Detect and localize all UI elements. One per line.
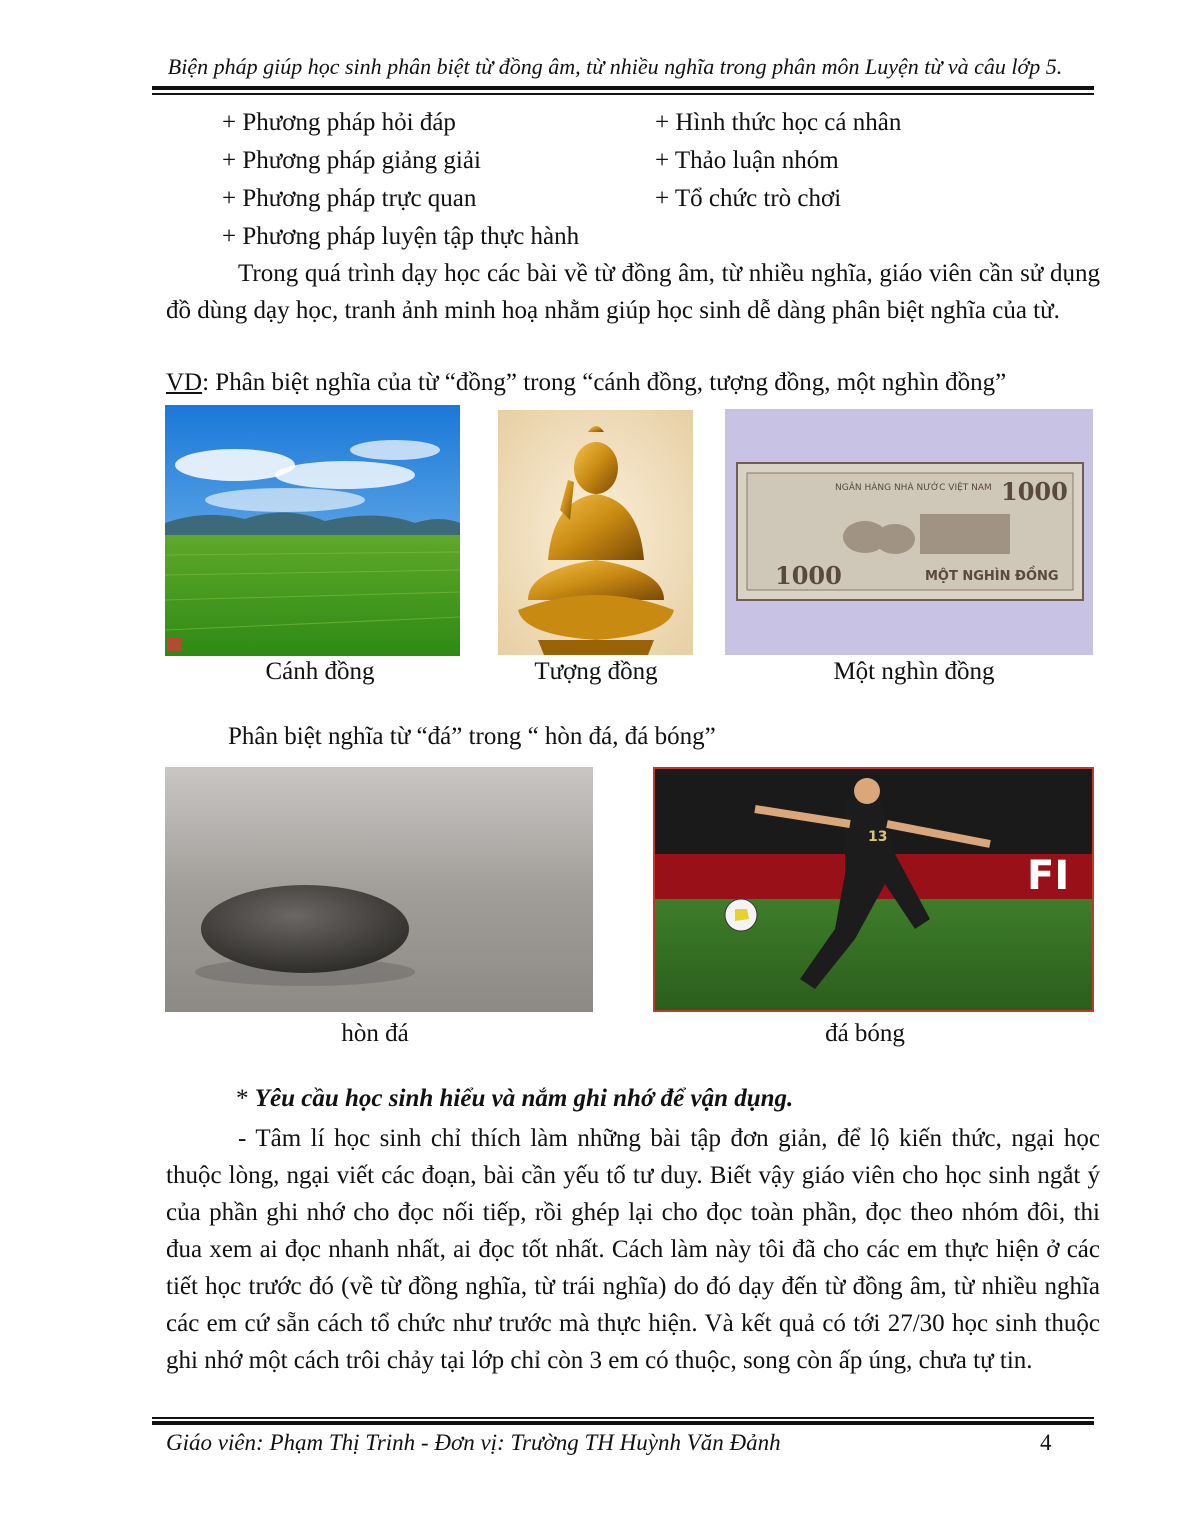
denomination-bottom: 1000 — [775, 561, 842, 590]
method-item: + Phương pháp trực quan — [222, 185, 477, 212]
header-rule-thick — [152, 86, 1094, 90]
example1-line — [166, 364, 1006, 402]
jersey-number: 13 — [868, 829, 888, 845]
caption-banknote: Một nghìn đồng — [833, 658, 995, 685]
football-photo — [653, 767, 1094, 1012]
intro-paragraph — [166, 255, 1100, 329]
footer-rule-thin — [152, 1417, 1094, 1419]
banner-text: FI — [1027, 853, 1070, 899]
example-label: VD — [166, 369, 203, 396]
section-heading — [236, 1080, 793, 1118]
caption-football: đá bóng — [825, 1020, 905, 1047]
running-header: Biện pháp giúp học sinh phân biệt từ đồng âm, từ nhiều nghĩa trong phân môn Luyện từ và câu lớp 5. — [167, 54, 1063, 79]
caption-field: Cánh đồng — [265, 658, 375, 685]
section-paragraph — [166, 1120, 1100, 1379]
page-number: 4 — [1040, 1430, 1052, 1455]
form-item: + Thảo luận nhóm — [655, 147, 839, 174]
intro-paragraph-text: Trong quá trình dạy học các bài về từ đồng âm, từ nhiều nghĩa, giáo viên cần sử dụng đồ dùng dạy học, tranh ảnh minh hoạ nhằm giúp học sinh dễ dàng phân biệt nghĩa của từ. — [166, 260, 1100, 324]
banknote-words: MỘT NGHÌN ĐỒNG — [925, 569, 1059, 584]
stone-photo — [165, 767, 593, 1012]
method-item: + Phương pháp hỏi đáp — [222, 109, 456, 136]
form-item: + Tổ chức trò chơi — [655, 185, 842, 212]
caption-stone: hòn đá — [341, 1020, 409, 1047]
example1-text: : Phân biệt nghĩa của từ “đồng” trong “cánh đồng, tượng đồng, một nghìn đồng” — [202, 369, 1007, 396]
footer-rule-thick — [152, 1421, 1094, 1425]
caption-statue: Tượng đồng — [534, 658, 658, 685]
header-rule-thin — [152, 93, 1094, 95]
banknote-photo — [725, 409, 1093, 655]
method-item: + Phương pháp luyện tập thực hành — [222, 223, 580, 250]
section-heading-text: Yêu cầu học sinh hiểu và nắm ghi nhớ để vận dụng. — [254, 1085, 794, 1112]
section-heading-prefix: * — [236, 1085, 255, 1112]
section-paragraph-text: - Tâm lí học sinh chỉ thích làm những bài tập đơn giản, để lộ kiến thức, ngại học thuộc lòng, ngại viết các đoạn, bài cần yếu tố tư duy. Biết vậy giáo viên cho học sinh ngắt ý của phần ghi nhớ cho đọc nối tiếp, rồi ghép lại cho đọc toàn phần, đọc theo nhóm đôi, thi đua xem ai đọc nhanh nhất, ai đọc tốt nhất. Cách làm này tôi đã cho các em thực hiện ở các tiết học trước đó (về từ đồng nghĩa, từ trái nghĩa) do đó dạy đến từ đồng âm, từ nhiều nghĩa các em cứ sẵn cách tổ chức như trước mà thực hiện. Và kết quả có tới 27/30 học sinh thuộc ghi nhớ một cách trôi chảy tại lớp chỉ còn 3 em có thuộc, song còn ấp úng, chưa tự tin. — [166, 1125, 1100, 1374]
example2-line: Phân biệt nghĩa từ “đá” trong “ hòn đá, đá bóng” — [228, 723, 716, 750]
field-photo — [165, 405, 460, 656]
denomination-top: 1000 — [1001, 477, 1068, 506]
bronze-statue-photo — [498, 410, 693, 655]
form-item: + Hình thức học cá nhân — [655, 109, 902, 136]
bank-name-text: NGÂN HÀNG NHÀ NƯỚC VIỆT NAM — [835, 483, 992, 493]
method-item: + Phương pháp giảng giải — [222, 147, 481, 174]
footer-text: Giáo viên: Phạm Thị Trinh - Đơn vị: Trường TH Huỳnh Văn Đảnh — [166, 1430, 781, 1455]
